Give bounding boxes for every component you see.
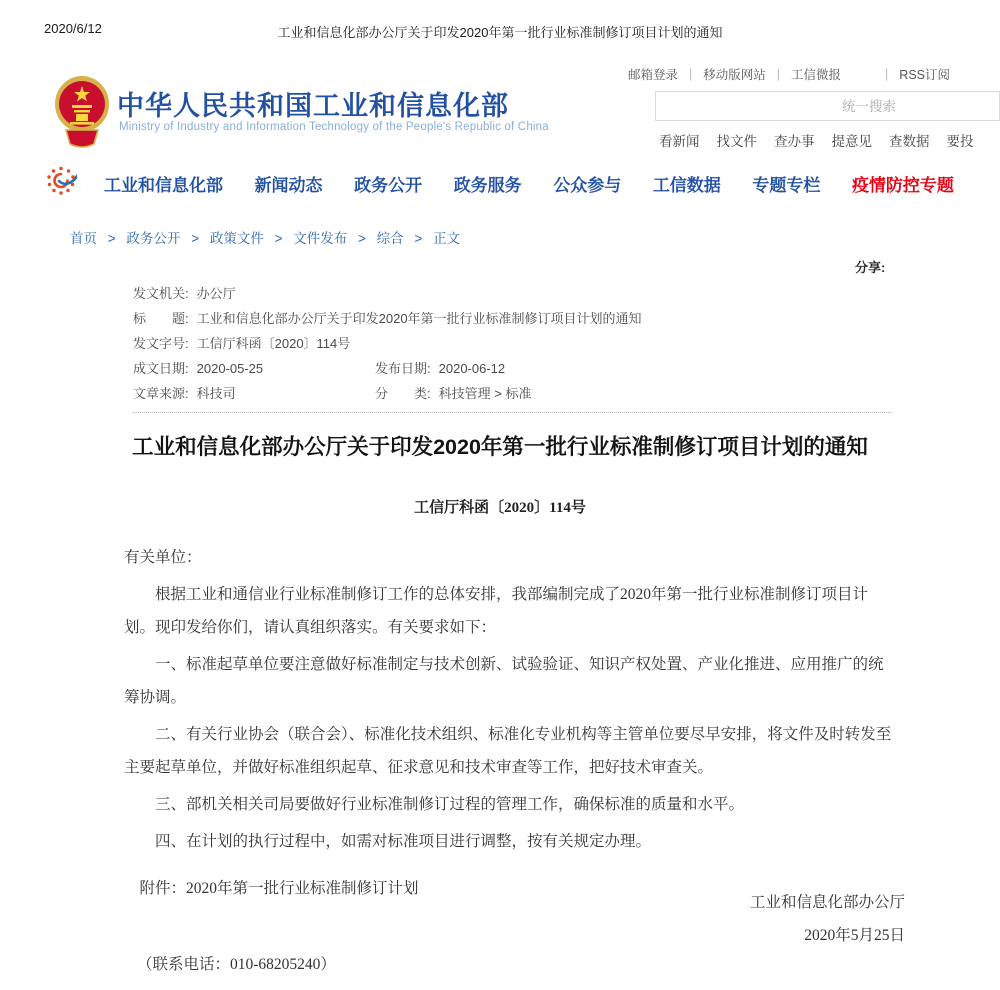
meta-label: 发布日期:: [375, 361, 431, 376]
nav-item-public-participation[interactable]: 公众参与: [553, 176, 622, 195]
breadcrumb-current: 正文: [433, 231, 461, 246]
miit-swirl-icon: [45, 165, 77, 197]
link-wechat[interactable]: 工信微报: [791, 68, 842, 82]
paragraph: 根据工业和通信业行业标准制修订工作的总体安排，我部编制完成了2020年第一批行业标准制修订项目计划。现印发给你们，请认真组织落实。有关要求如下：: [124, 586, 869, 636]
paragraph: 三、部机关相关司局要做好行业标准制修订过程的管理工作，确保标准的质量和水平。: [155, 796, 745, 813]
breadcrumb-separator: >: [414, 231, 423, 246]
meta-row-doc-no: [133, 337, 891, 351]
salutation: 有关单位：: [124, 549, 202, 566]
link-separator: |: [689, 67, 693, 81]
link-separator: |: [885, 67, 889, 81]
meta-row-dates: [133, 362, 891, 376]
breadcrumb-separator: >: [358, 231, 366, 246]
meta-label: 标 题:: [133, 311, 189, 326]
quick-link-data[interactable]: 查数据: [889, 134, 930, 149]
breadcrumb: [70, 227, 460, 247]
national-emblem-icon: [54, 74, 110, 152]
breadcrumb-policy-files[interactable]: 政策文件: [209, 231, 264, 246]
meta-value-title: 工业和信息化部办公厅关于印发2020年第一批行业标准制修订项目计划的通知: [196, 311, 642, 326]
link-mail-login[interactable]: 邮箱登录: [628, 68, 679, 82]
paragraph: 一、标准起草单位要注意做好标准制定与技术创新、试验验证、知识产权处置、产业化推进、应用推广的统筹协调。: [124, 656, 884, 706]
meta-row-title: [133, 312, 891, 326]
document-meta-table: [133, 287, 891, 413]
document-number: 工信厅科函〔2020〕114号: [414, 500, 586, 516]
breadcrumb-file-release[interactable]: 文件发布: [293, 231, 348, 246]
meta-row-issuing-office: [133, 287, 891, 301]
nav-item-miit[interactable]: 工业和信息化部: [104, 176, 223, 195]
meta-value-source: 科技司: [196, 386, 236, 401]
site-title: 中华人民共和国工业和信息化部: [117, 91, 509, 121]
signature-office: 工业和信息化部办公厅: [749, 894, 905, 911]
print-date: 2020/6/12: [44, 21, 102, 36]
breadcrumb-general[interactable]: 综合: [376, 231, 404, 246]
meta-value-doc-no: 工信厅科函〔2020〕114号: [196, 336, 351, 351]
link-separator: |: [776, 67, 781, 81]
share-label[interactable]: 分享:: [855, 260, 886, 275]
nav-item-special-topics[interactable]: 专题专栏: [752, 176, 821, 195]
quick-links: [659, 130, 974, 150]
article-title: 工业和信息化部办公厅关于印发2020年第一批行业标准制修订项目计划的通知: [132, 435, 868, 459]
breadcrumb-home[interactable]: 首页: [70, 231, 97, 246]
signature-block: [750, 886, 905, 952]
nav-item-epidemic-topic[interactable]: 疫情防控专题: [851, 176, 954, 195]
main-nav: [104, 171, 954, 196]
top-utility-links: [628, 65, 950, 83]
breadcrumb-separator: >: [191, 231, 200, 246]
meta-label: 发文机关:: [133, 286, 189, 301]
meta-value-category: 科技管理 > 标准: [438, 386, 532, 401]
nav-item-gov-services[interactable]: 政务服务: [453, 176, 522, 195]
contact-phone: （联系电话：010-68205240）: [137, 956, 336, 973]
link-mobile-site[interactable]: 移动版网站: [703, 68, 766, 82]
site-title-english: Ministry of Industry and Information Technology of the People's Republic of China: [119, 121, 549, 133]
nav-item-gov-disclosure[interactable]: 政务公开: [354, 176, 423, 195]
paragraph: 四、在计划的执行过程中，如需对标准项目进行调整，按有关规定办理。: [155, 833, 652, 850]
breadcrumb-gov-disclosure[interactable]: 政务公开: [126, 231, 181, 246]
meta-row-source-category: [133, 387, 891, 401]
link-rss[interactable]: RSS订阅: [899, 68, 950, 82]
search-input[interactable]: [655, 91, 1000, 121]
quick-link-feedback[interactable]: 提意见: [831, 134, 872, 149]
meta-label: 文章来源:: [133, 386, 189, 401]
print-page-title: 工业和信息化部办公厅关于印发2020年第一批行业标准制修订项目计划的通知: [277, 25, 723, 40]
nav-item-data[interactable]: 工信数据: [652, 176, 721, 195]
breadcrumb-separator: >: [274, 231, 283, 246]
signature-date: 2020年5月25日: [804, 927, 905, 944]
quick-link-services[interactable]: 查办事: [774, 134, 815, 149]
attachment-line[interactable]: 附件：2020年第一批行业标准制修订计划: [139, 880, 419, 897]
meta-label: 发文字号:: [133, 336, 189, 351]
meta-value-written-date: 2020-05-25: [196, 361, 264, 376]
quick-link-news[interactable]: 看新闻: [659, 134, 700, 149]
meta-value-issuing-office: 办公厅: [196, 286, 236, 301]
meta-label: 分 类:: [375, 386, 431, 401]
paragraph: 二、有关行业协会（联合会）、标准化技术组织、标准化专业机构等主管单位要尽早安排，将文件及时转发至主要起草单位，并做好标准组织起草、征求意见和技术审查等工作，把好技术审查关。: [124, 726, 892, 776]
meta-value-publish-date: 2020-06-12: [438, 361, 506, 376]
quick-link-complaint[interactable]: 要投: [946, 134, 974, 149]
nav-item-news[interactable]: 新闻动态: [254, 176, 323, 195]
meta-label: 成文日期:: [133, 361, 189, 376]
breadcrumb-separator: >: [107, 231, 116, 246]
quick-link-files[interactable]: 找文件: [716, 134, 757, 149]
article-body: [124, 541, 896, 909]
